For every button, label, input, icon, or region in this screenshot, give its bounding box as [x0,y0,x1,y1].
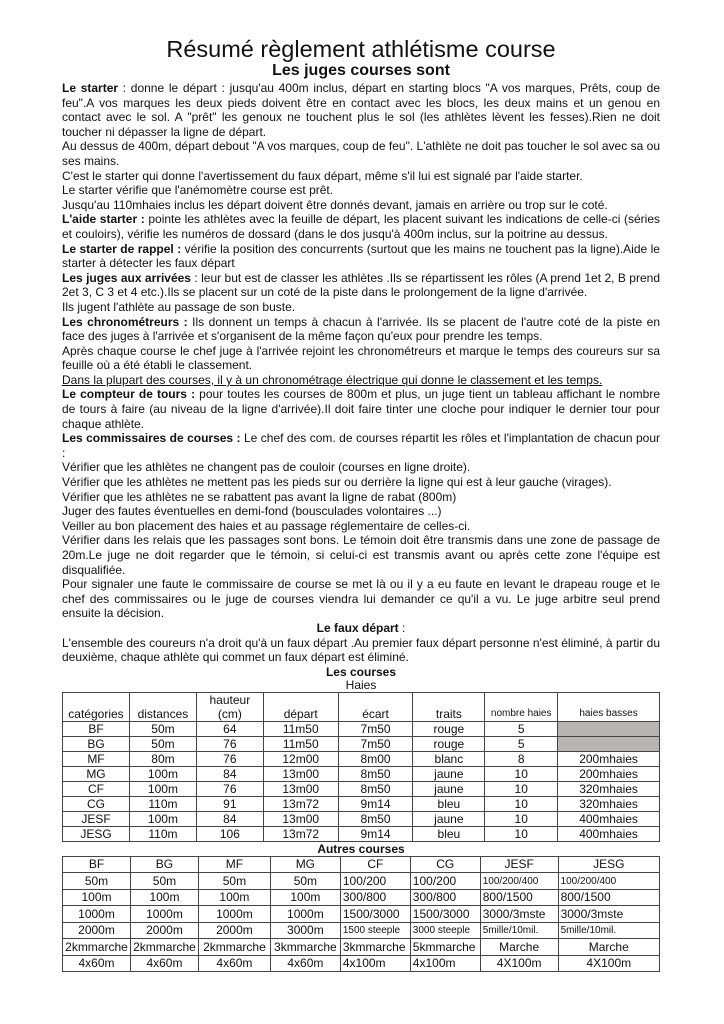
table-cell: 1500/3000 [410,906,480,923]
table-cell: CG [63,796,130,811]
column-header: CF [340,856,410,873]
paragraph: Vérifier que les athlètes ne changent pas de couloir (courses en ligne droite). [62,460,471,475]
table-cell: 1500/3000 [340,906,410,923]
paragraph-starter [62,81,660,139]
table-cell: 9m14 [338,826,413,841]
text-compteur-tours: pour toutes les courses de 800m et plus, un juge tient un tableau affichant le nombre de tours à faire (au niveau de la ligne d'arrivée).Il doit faire tinter une cloche pour indiquer le dernier tour pour chaque athlète. [62,387,660,431]
text-aide-starter: pointe les athlètes avec la feuille de départ, les placent suivant les indications de celle-ci (séries et couloirs), vérifie les numéros de dossard (dans le dos jusqu'à 400m inclus, sur la poitrine au dessus. [62,212,660,241]
table-cell: 8m50 [338,766,413,781]
table-cell: 50m [130,873,198,890]
column-header: distances [129,692,196,721]
table-cell: 200mhaies [558,751,660,766]
table-cell: 2000m [130,922,198,939]
table-cell: 11m50 [263,736,338,751]
paragraph: Après chaque course le chef juge à l'arrivée rejoint les chronométreurs et marque le temps des coureurs sur sa feuille où a été établi le classement. [62,343,660,373]
table-cell: 80m [129,751,196,766]
paragraph-juges-arrivees [62,271,660,300]
table-cell: 4X100m [480,955,558,972]
table-row [63,781,660,796]
haies-heading: Haies [345,677,377,692]
document-page [62,36,660,972]
table-cell: CF [63,781,130,796]
table-row [63,939,660,956]
table-cell: 1000m [130,906,198,923]
table-cell: blanc [413,751,485,766]
table-cell: 4x60m [63,955,131,972]
page-subtitle: Les juges courses sont [272,62,450,79]
paragraph: Pour signaler une faute le commissaire de course se met là ou il y a eu faute en levant le drapeau rouge et le chef des commissaires ou le juge de courses viendra lui demander ce qu'il a vu. Le juge arbitre seul prend ensuite la décision. [62,577,660,621]
paragraph: Vérifier que les athlètes ne mettent pas les pieds sur ou derrière la ligne qui est à leur gauche (virages). [62,475,612,490]
text-juges-arrivees: : leur but est de classer les athlètes .Ils se répartissent les rôles (A prend 1et 2, B prend 2et 3, C 3 et 4 etc.).Ils se placent sur un coté de la piste dans le prolongement de la ligne d'arrivée. [62,270,661,300]
table-cell: 76 [196,736,263,751]
table-cell: 12m00 [263,751,338,766]
table-cell: 76 [196,781,263,796]
table-cell: 5mille/10mil. [480,922,558,939]
table-row [63,811,660,826]
table-cell: 800/1500 [558,889,659,906]
table-cell: 64 [196,721,263,736]
label-compteur-tours: Le compteur de tours : [62,387,196,402]
column-header: hauteur (cm) [196,692,263,721]
table-cell: 3000/3mste [558,906,659,923]
table-cell: 10 [485,826,558,841]
faux-depart-heading [62,621,660,636]
table-row [63,873,660,890]
paragraph: Jusqu'au 110mhaies inclus les départ doivent être donnés devant, jamais en arrière ou trop sur le coté. [62,197,608,212]
table-cell: 400mhaies [558,826,660,841]
table-cell: 8m50 [338,811,413,826]
table-cell: 10 [485,781,558,796]
table-cell: 100/200 [410,873,480,890]
table-cell: bleu [413,796,485,811]
text-starter-rappel: vérifie la position des concurrents (surtout que les mains ne touchent pas la ligne).Aide le starter à détecter les faux départ [62,241,660,271]
table-cell: 100m [129,781,196,796]
paragraph-commissaires [62,431,660,460]
paragraph: Le starter vérifie que l'anémomètre course est prêt. [62,183,334,198]
text-starter: : donne le départ : jusqu'au 400m inclus, départ en starting blocs "A vos marques, Prêts, coup de feu".A vos marques les deux pieds doivent être en contact avec les blocs, les deux mains et un genou en contact avec le sol. A "prêt" les genoux ne touchent plus le sol (les athlètes lèvent les fesses).Rien ne doit toucher ni dépasser la ligne de départ. [62,81,660,139]
column-header: JESF [480,856,558,873]
table-cell: 110m [129,826,196,841]
table-cell [558,736,660,751]
column-header: catégories [63,692,130,721]
paragraph: Vérifier dans les relais que les passages sont bons. Le témoin doit être transmis dans une zone de passage de 20m.Le juge ne doit regarder que le témoin, si celui-ci est transmis avant ou après cette zone l'équipe est disqualifiée. [62,533,660,577]
table-cell: 50m [63,873,131,890]
column-header: écart [338,692,413,721]
column-header: BF [63,856,131,873]
table-cell: 10 [485,811,558,826]
haies-table [62,692,660,842]
table-cell: 400mhaies [558,811,660,826]
table-row [63,906,660,923]
table-cell: 2kmmarche [130,939,198,956]
table-cell: 9m14 [338,796,413,811]
label-juges-arrivees: Les juges aux arrivées [62,270,191,285]
table-header-row [63,692,660,721]
table-cell: 50m [129,736,196,751]
table-row [63,889,660,906]
table-cell: 100/200/400 [480,873,558,890]
column-header: CG [410,856,480,873]
table-cell: 4x100m [410,955,480,972]
table-cell: 13m72 [263,826,338,841]
table-cell: 76 [196,751,263,766]
table-cell: 4x100m [340,955,410,972]
table-cell: 800/1500 [480,889,558,906]
table-cell: 4X100m [558,955,659,972]
table-cell: bleu [413,826,485,841]
table-cell: 100m [130,889,198,906]
label-commissaires: Les commissaires de courses : [62,431,241,446]
table-cell: 13m00 [263,781,338,796]
table-cell: 13m00 [263,811,338,826]
paragraph-underlined: Dans la plupart des courses, il y à un chronométrage électrique qui donne le classement et les temps. [62,372,603,387]
table-cell: JESG [63,826,130,841]
table-cell: jaune [413,811,485,826]
paragraph-starter-rappel [62,242,660,271]
table-cell: 4x60m [270,955,340,972]
table-cell: 13m00 [263,766,338,781]
table-cell: 7m50 [338,721,413,736]
column-header: MF [198,856,270,873]
table-cell: 100m [270,889,340,906]
table-cell: 4x60m [198,955,270,972]
table-cell: 1000m [63,906,131,923]
paragraph-chronometreurs [62,315,660,344]
table-header-row [63,856,660,873]
paragraph-aide-starter [62,212,660,241]
table-cell: Marche [558,939,659,956]
table-cell: 320mhaies [558,781,660,796]
table-row [63,955,660,972]
table-cell: 5kmmarche [410,939,480,956]
paragraph: Ils jugent l'athlète au passage de son buste. [62,299,296,314]
colon: : [398,620,406,635]
column-header: MG [270,856,340,873]
table-cell: 2kmmarche [63,939,131,956]
table-cell: MF [63,751,130,766]
label-chronometreurs: Les chronométreurs : [62,314,188,329]
table-cell: 91 [196,796,263,811]
table-cell: 2kmmarche [198,939,270,956]
text-chronometreurs: Ils donnent un temps à chacun à l'arrivée. Ils se placent de l'autre coté de la piste en face des juges à l'arrivée et s'organisent de la même façon qu'eux pour prendre les temps. [62,314,660,344]
table-cell: 1500 steeple [340,922,410,939]
table-row [63,922,660,939]
table-cell: 8m50 [338,781,413,796]
table-cell: Marche [480,939,558,956]
table-row [63,736,660,751]
label-faux-depart: Le faux départ [316,620,399,635]
table-cell: 8m00 [338,751,413,766]
table-cell: 3000 steeple [410,922,480,939]
table-cell: 110m [129,796,196,811]
table-cell: jaune [413,766,485,781]
table-cell: 84 [196,766,263,781]
text-commissaires: Le chef des com. de courses répartit les rôles et l'implantation de chacun pour : [62,431,660,460]
table-cell: 10 [485,796,558,811]
table-cell: 106 [196,826,263,841]
autres-courses-table [62,856,660,973]
label-starter-rappel: Le starter de rappel : [62,241,182,256]
column-header: haies basses [558,692,660,721]
table-cell: 300/800 [340,889,410,906]
paragraph: Juger des fautes éventuelles en demi-fond (bousculades volontaires ...) [62,504,442,519]
column-header: départ [263,692,338,721]
table-cell: 2000m [198,922,270,939]
courses-heading: Les courses [325,664,397,679]
table-cell: 50m [198,873,270,890]
table-row [63,796,660,811]
page-title: Résumé règlement athlétisme course [166,36,556,62]
table-cell: 100m [198,889,270,906]
table-cell: 1000m [270,906,340,923]
table-cell: 2000m [63,922,131,939]
table-row [63,766,660,781]
table-cell: 3000/3mste [480,906,558,923]
table-cell: 320mhaies [558,796,660,811]
table-cell: 100m [63,889,131,906]
table-cell: 1000m [198,906,270,923]
table-cell [558,721,660,736]
table-cell: 4x60m [130,955,198,972]
table-cell: 13m72 [263,796,338,811]
label-aide-starter: L'aide starter : [62,212,145,227]
table-cell: 100m [129,811,196,826]
paragraph: Veiller au bon placement des haies et au passage réglementaire de celles-ci. [62,518,471,533]
table-cell: MG [63,766,130,781]
table-cell: jaune [413,781,485,796]
table-cell: BG [63,736,130,751]
table-cell: 3kmmarche [340,939,410,956]
table-cell: 50m [270,873,340,890]
table-cell: 84 [196,811,263,826]
table-cell: 5mille/10mil. [558,922,659,939]
table-cell: 300/800 [410,889,480,906]
autres-courses-heading: Autres courses [317,841,405,856]
table-cell: 100/200/400 [558,873,659,890]
column-header: JESG [558,856,659,873]
table-cell: 100m [129,766,196,781]
table-cell: 200mhaies [558,766,660,781]
table-row [63,826,660,841]
column-header: BG [130,856,198,873]
table-cell: BF [63,721,130,736]
column-header: nombre haies [485,692,558,721]
label-starter: Le starter [62,81,119,95]
table-cell: 3000m [270,922,340,939]
rules-text [62,81,660,665]
paragraph-compteur-tours [62,387,660,431]
table-cell: rouge [413,736,485,751]
column-header: traits [413,692,485,721]
table-cell: 11m50 [263,721,338,736]
table-cell: 7m50 [338,736,413,751]
table-cell: 5 [485,736,558,751]
paragraph-faux-depart: L'ensemble des coureurs n'a droit qu'à un faux départ .Au premier faux départ personne n'est éliminé, à partir du deuxième, chaque athlète qui commet un faux départ est éliminé. [62,635,660,665]
table-cell: 5 [485,721,558,736]
table-cell: 100/200 [340,873,410,890]
table-row [63,751,660,766]
paragraph: C'est le starter qui donne l'avertissement du faux départ, même s'il lui est signalé par l'aide starter. [62,168,583,183]
table-cell: rouge [413,721,485,736]
table-row [63,721,660,736]
table-cell: JESF [63,811,130,826]
table-cell: 10 [485,766,558,781]
table-cell: 3kmmarche [270,939,340,956]
paragraph: Vérifier que les athlètes ne se rabattent pas avant la ligne de rabat (800m) [62,489,457,504]
table-cell: 50m [129,721,196,736]
table-cell: 8 [485,751,558,766]
paragraph: Au dessus de 400m, départ debout "A vos marques, coup de feu". L'athlète ne doit pas toucher le sol avec sa ou ses mains. [62,139,660,168]
